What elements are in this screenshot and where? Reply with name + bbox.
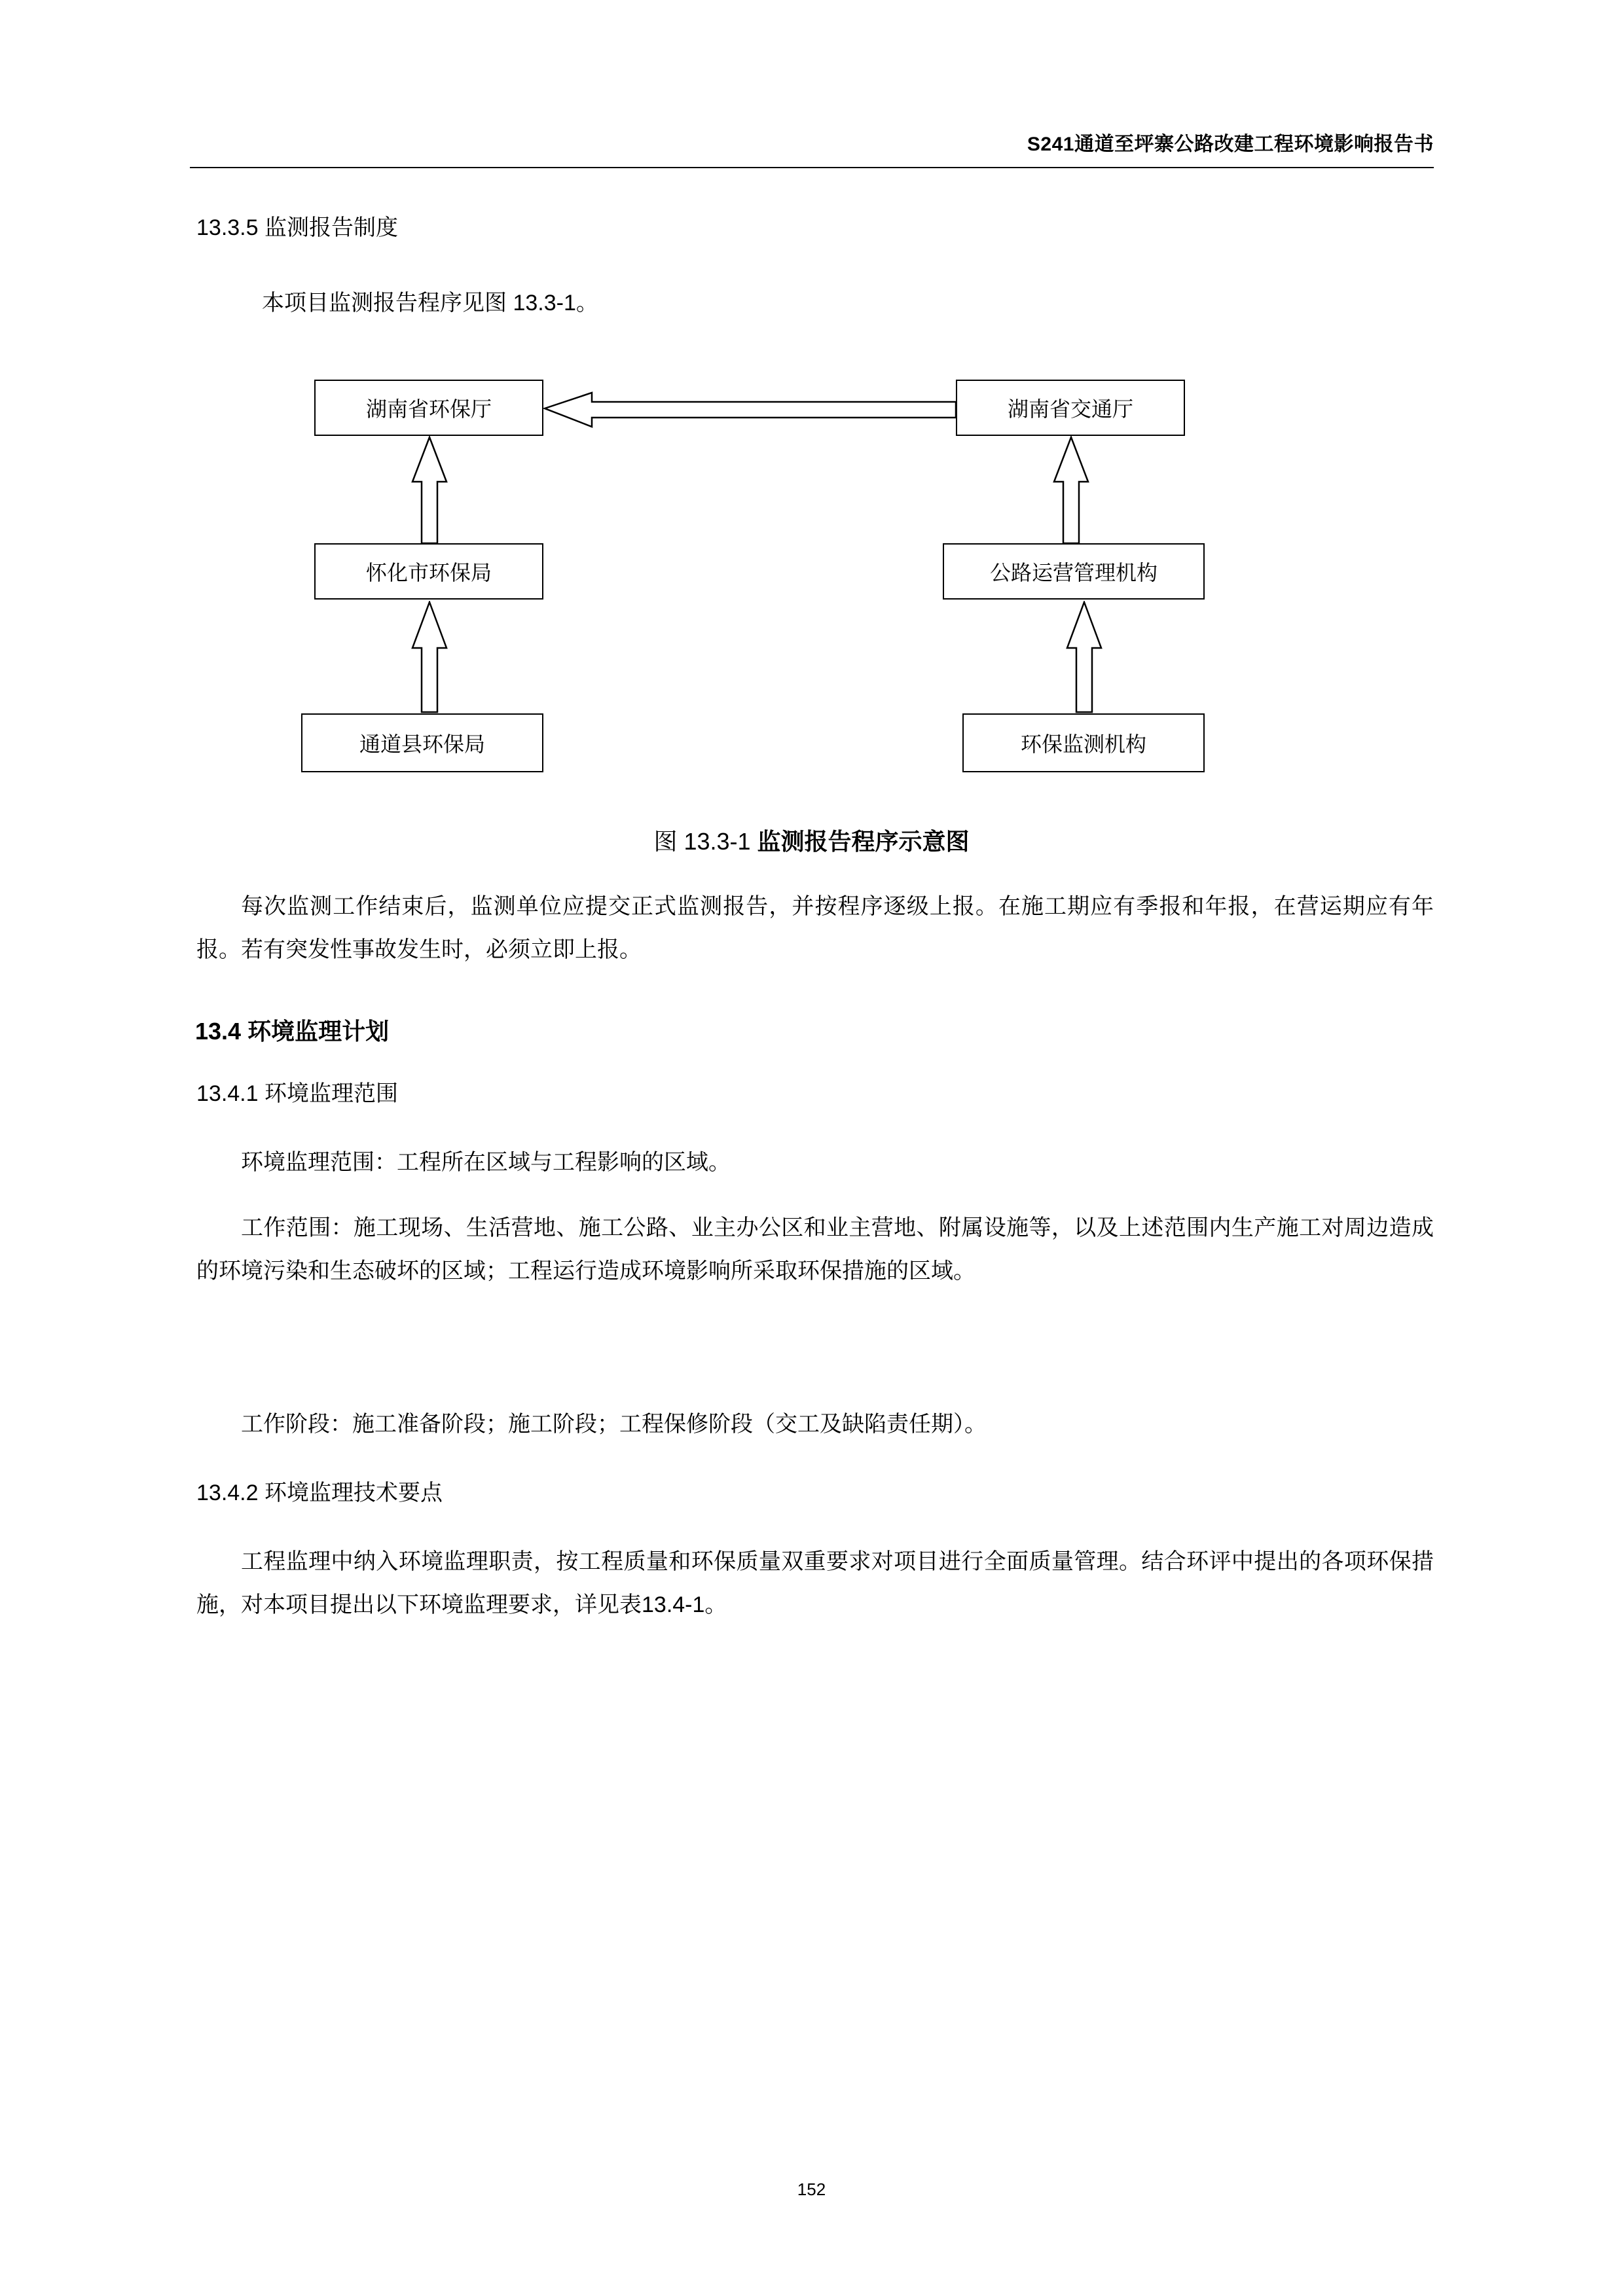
paragraph-13-3-5: 本项目监测报告程序见图 13.3-1。: [262, 291, 598, 315]
paragraph-13-4-2: 工程监理中纳入环境监理职责，按工程质量和环保质量双重要求对项目进行全面质量管理。结合环评中提出的各项环保措施，对本项目提出以下环境监理要求，详见表13.4-1。: [196, 1549, 1434, 1617]
page-number: 152: [797, 2179, 826, 2199]
paragraph-13-4-1-scope: 环境监理范围：工程所在区域与工程影响的区域。: [241, 1150, 731, 1175]
page-header: [190, 128, 1434, 173]
diagram-node-hunan-epb: 湖南省环保厅: [314, 380, 543, 436]
figure-caption-number: 图 13.3-1: [653, 828, 757, 855]
header-title: S241通道至坪寨公路改建工程环境影响报告书: [1027, 134, 1434, 155]
figure-caption: [0, 823, 1623, 857]
paragraph-13-4-1-stages: 工作阶段：施工准备阶段；施工阶段；工程保修阶段（交工及缺陷责任期）。: [241, 1412, 987, 1437]
diagram-node-huaihua-epb: 怀化市环保局: [314, 543, 543, 600]
heading-13-4-1: 13.4.1 环境监理范围: [196, 1081, 398, 1106]
diagram-node-monitoring-agency: 环保监测机构: [962, 713, 1205, 772]
diagram-arrow-monitoring-to-highway: [1066, 601, 1104, 713]
diagram-node-tongdao-epb: 通道县环保局: [301, 713, 543, 772]
heading-13-3-5: 13.3.5 监测报告制度: [196, 215, 398, 240]
header-divider: [190, 167, 1434, 168]
diagram-node-highway-operation: 公路运营管理机构: [943, 543, 1205, 600]
monitoring-report-flow-diagram: [190, 373, 1434, 805]
paragraph-after-figure: 每次监测工作结束后，监测单位应提交正式监测报告，并按程序逐级上报。在施工期应有季报和年报，在营运期应有年报。若有突发性事故发生时，必须立即上报。: [196, 894, 1434, 962]
diagram-arrow-transport-to-epb: [543, 391, 957, 431]
diagram-arrow-highway-to-transport: [1053, 436, 1091, 545]
paragraph-13-4-1-worksite: 工作范围：施工现场、生活营地、施工公路、业主办公区和业主营地、附属设施等，以及上述范围内生产施工对周边造成的环境污染和生态破坏的区域；工程运行造成环境影响所采取环保措施的区域。: [196, 1215, 1434, 1283]
diagram-node-hunan-transport: 湖南省交通厅: [956, 380, 1185, 436]
diagram-arrow-huaihua-to-hunan: [411, 436, 449, 545]
heading-13-4: 13.4 环境监理计划: [195, 1018, 390, 1045]
figure-caption-text: 监测报告程序示意图: [757, 828, 970, 855]
diagram-arrow-tongdao-to-huaihua: [411, 601, 449, 713]
heading-13-4-2: 13.4.2 环境监理技术要点: [196, 1480, 443, 1505]
